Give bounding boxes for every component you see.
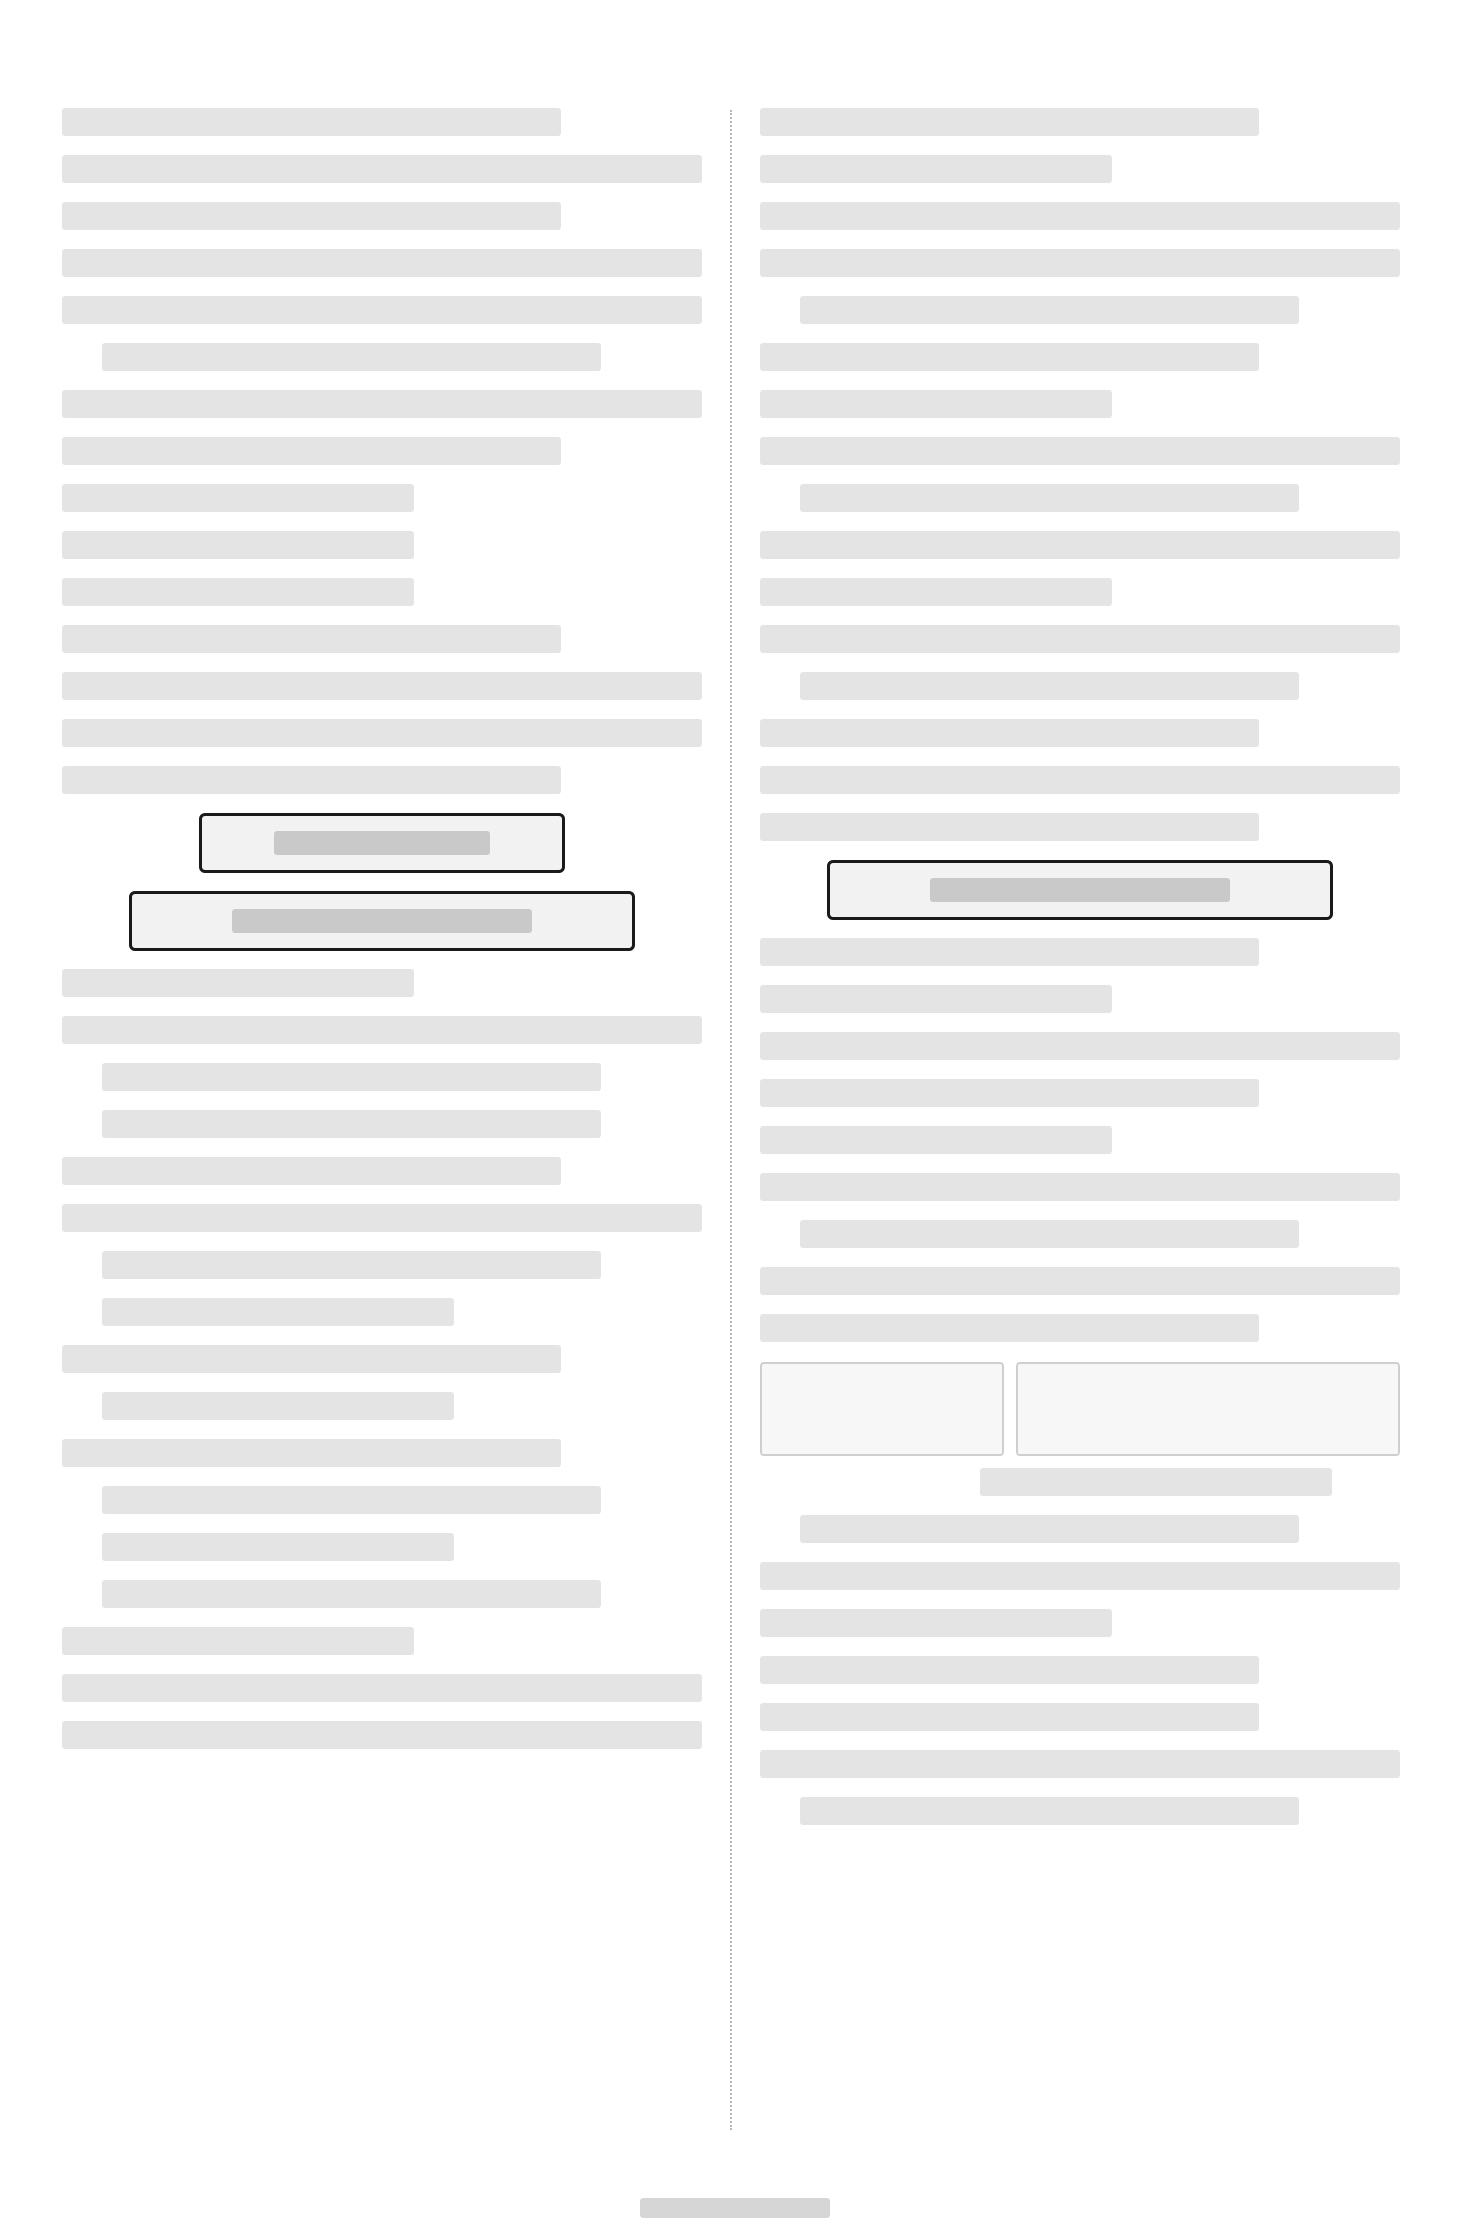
column-divider — [730, 110, 732, 2130]
text-line — [760, 249, 1400, 277]
text-line — [62, 1721, 702, 1749]
text-line — [760, 1750, 1400, 1778]
text-line — [62, 625, 561, 653]
section-banner-label — [274, 831, 490, 855]
text-line — [800, 1515, 1299, 1543]
text-line — [800, 1220, 1299, 1248]
number-line-figure — [760, 1362, 1004, 1456]
text-line — [760, 1267, 1400, 1295]
text-line — [62, 390, 702, 418]
page-number — [640, 2198, 830, 2218]
section-banner-label — [930, 878, 1230, 902]
figure-caption — [980, 1468, 1332, 1496]
text-line — [760, 437, 1400, 465]
text-line — [62, 1439, 561, 1467]
text-line — [62, 1627, 414, 1655]
text-line — [102, 343, 601, 371]
text-line — [760, 202, 1400, 230]
text-line — [102, 1063, 601, 1091]
subsection-banner-label — [232, 909, 532, 933]
text-line — [62, 155, 702, 183]
text-line — [62, 484, 414, 512]
text-line — [62, 202, 561, 230]
text-line — [760, 390, 1112, 418]
text-line — [760, 1314, 1259, 1342]
text-line — [760, 1656, 1259, 1684]
text-line — [800, 1797, 1299, 1825]
text-line — [62, 296, 702, 324]
left-column — [62, 108, 702, 1768]
text-line — [62, 766, 561, 794]
text-line — [760, 938, 1259, 966]
text-line — [760, 766, 1400, 794]
text-line — [800, 484, 1299, 512]
text-line — [62, 531, 414, 559]
text-line — [102, 1580, 601, 1608]
text-line — [760, 985, 1112, 1013]
text-line — [102, 1486, 601, 1514]
text-line — [62, 672, 702, 700]
text-line — [760, 155, 1112, 183]
text-line — [62, 108, 561, 136]
text-line — [800, 672, 1299, 700]
text-line — [760, 1609, 1112, 1637]
text-line — [62, 1345, 561, 1373]
text-line — [102, 1392, 454, 1420]
text-line — [760, 1079, 1259, 1107]
text-line — [62, 1157, 561, 1185]
text-line — [760, 813, 1259, 841]
text-line — [102, 1533, 454, 1561]
text-line — [62, 719, 702, 747]
text-line — [760, 1126, 1112, 1154]
text-line — [800, 296, 1299, 324]
text-line — [760, 625, 1400, 653]
subsection-banner — [129, 891, 635, 951]
text-line — [102, 1110, 601, 1138]
text-line — [760, 578, 1112, 606]
text-line — [62, 249, 702, 277]
text-line — [102, 1298, 454, 1326]
text-line — [62, 1016, 702, 1044]
text-line — [760, 1703, 1259, 1731]
text-line — [760, 108, 1259, 136]
text-line — [102, 1251, 601, 1279]
text-line — [62, 969, 414, 997]
text-line — [62, 437, 561, 465]
text-line — [760, 1173, 1400, 1201]
number-line-figure — [1016, 1362, 1400, 1456]
text-line — [760, 1562, 1400, 1590]
text-line — [760, 719, 1259, 747]
text-line — [62, 1674, 702, 1702]
text-line — [760, 1032, 1400, 1060]
text-line — [62, 1204, 702, 1232]
text-line — [62, 578, 414, 606]
text-line — [760, 343, 1259, 371]
number-line-figures — [760, 1362, 1400, 1456]
right-column — [760, 108, 1400, 1844]
section-banner — [827, 860, 1333, 920]
section-banner — [199, 813, 565, 873]
text-line — [760, 531, 1400, 559]
